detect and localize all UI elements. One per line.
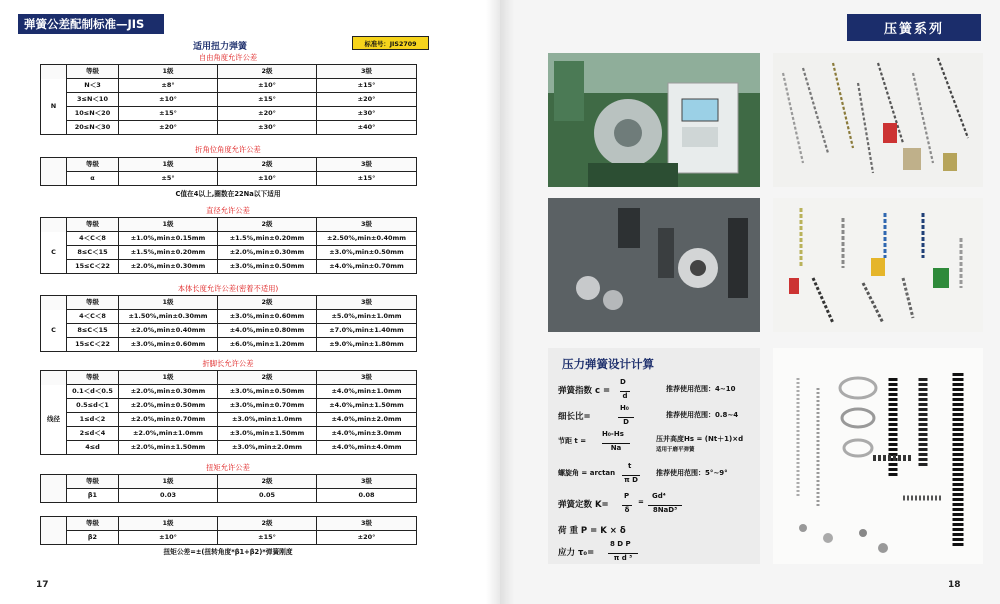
table-header-cell [41,218,67,232]
table-header-cell: 2级 [218,158,317,172]
torsion-spring-subtitle: 适用扭力弹簧 [192,42,247,52]
table-row [41,121,417,135]
table-header-cell: 3级 [317,371,417,385]
helix-range: 推荐使用范围：5°~9° [656,469,728,477]
spring-index-num: D [620,378,626,386]
table-cell: ±20° [317,531,417,545]
table-cell: ±2.50%,min±0.40mm [317,232,417,246]
table-header-row [41,517,417,531]
load-formula: 荷 重 P = K × δ [558,526,626,536]
table-cell: ±30° [218,121,317,135]
table-row [41,172,417,186]
table-header-cell: 2级 [218,371,317,385]
table-row [41,399,417,413]
table-cell: ±10° [218,79,317,93]
table-cell: β2 [67,531,119,545]
table-cell: ±3.0%,min±1.0mm [218,413,317,427]
table-header-cell: 等级 [67,158,119,172]
diameter-caption: 直径允许公差 [206,206,250,215]
pitch-num: H₀-Hs [602,430,624,438]
table-cell: 4＜C＜8 [67,310,119,324]
body-length-table [40,295,417,352]
table-cell: ±15° [317,79,417,93]
leg-length-caption: 折脚长允许公差 [202,359,254,368]
pitch-label: 节距 t = [558,437,587,445]
table-header-cell: 3级 [317,517,417,531]
table-cell: 0.08 [317,489,417,503]
torque-beta2-table [40,516,417,545]
table-cell: ±2.0%,min±0.30mm [119,385,218,399]
table-cell: ±3.0%,min±2.0mm [218,441,317,455]
leg-angle-caption: 折角位角度允许公差 [195,145,261,154]
stress-den: π d ³ [608,553,638,562]
table-cell: ±1.0%,min±0.15mm [119,232,218,246]
left-page-title: 弹簧公差配制标准—JIS [18,14,164,34]
leg-length-table [40,370,417,455]
torque-caption: 扭矩允许公差 [206,463,250,472]
coiling-tooling-photo [548,198,760,332]
table-cell: ±4.0%,min±3.0mm [317,427,417,441]
table-header-cell: 3级 [317,65,417,79]
table-cell: 0.05 [218,489,317,503]
table-row [41,310,417,324]
table-header-cell: 1级 [119,158,218,172]
table-cell: ±3.0%,min±0.70mm [218,399,317,413]
table-header-cell: 2级 [218,517,317,531]
table-header-cell: 3级 [317,475,417,489]
table-row [41,489,417,503]
table-row [41,93,417,107]
table-cell: ±4.0%,min±0.80mm [218,324,317,338]
compression-springs-photo [773,53,983,187]
table-cell: ±5° [119,172,218,186]
table-cell: ±20° [317,93,417,107]
table-header-cell: 1级 [119,517,218,531]
table-row [41,413,417,427]
spring-rate-den1: δ [622,505,632,514]
free-angle-caption: 自由角度允许公差 [198,53,258,62]
table-cell: ±15° [119,107,218,121]
solid-height-formula: 压并高度Hs = (Nt＋1)×d [656,435,744,443]
table-cell: ±6.0%,min±1.20mm [218,338,317,352]
spring-rate-num2: Gd⁴ [652,492,666,500]
slenderness-label: 细长比= [558,412,591,422]
spring-rate-den2: 8NaD³ [648,505,682,514]
table-header-cell [41,475,67,503]
table-cell: ±15° [218,531,317,545]
table-cell: ±4.0%,min±2.0mm [317,413,417,427]
table-cell: ±15° [218,93,317,107]
table-header-row [41,296,417,310]
table-cell: ±10° [119,93,218,107]
table-cell: 3≤N＜10 [67,93,119,107]
table-cell: 0.1＜d＜0.5 [67,385,119,399]
slenderness-range: 推荐使用范围：0.8~4 [666,411,739,419]
table-header-cell: 1级 [119,371,218,385]
torque-formula-note: 扭矩公差=±(扭转角度*β1+β2)*弹簧刚度 [163,548,293,556]
table-header-cell [41,65,67,79]
table-header-cell: 等级 [67,371,119,385]
table-cell: ±1.50%,min±0.30mm [119,310,218,324]
slenderness-num: H₀ [620,404,629,412]
table-cell: 0.5≤d＜1 [67,399,119,413]
table-header-row [41,371,417,385]
table-header-cell [41,517,67,545]
table-header-cell [41,158,67,186]
table-cell: ±30° [317,107,417,121]
leg-angle-table [40,157,417,186]
table-header-row [41,475,417,489]
table-group-cell: C [41,310,67,352]
table-cell: ±2.0%,min±0.30mm [218,246,317,260]
pitch-den: Na [602,443,630,452]
table-cell: ±2.0%,min±0.50mm [119,399,218,413]
table-header-cell: 1级 [119,218,218,232]
table-row [41,246,417,260]
table-header-cell: 等级 [67,218,119,232]
solid-height-note: 适用于磨平弹簧 [656,447,695,453]
equals-sign: = [638,498,644,506]
slenderness-den: D [618,417,634,426]
die-springs-photo [773,198,983,332]
table-header-cell: 2级 [218,296,317,310]
table-header-cell [41,296,67,310]
torque-beta1-table [40,474,417,503]
table-cell: ±3.0%,min±0.60mm [218,310,317,324]
table-cell: ±3.0%,min±1.50mm [218,427,317,441]
table-cell: ±2.0%,min±0.70mm [119,413,218,427]
table-cell: ±1.5%,min±0.20mm [218,232,317,246]
table-row [41,260,417,274]
table-cell: N＜3 [67,79,119,93]
spring-index-range: 推荐使用范围：4~10 [666,385,736,393]
page-number-right: 18 [948,580,961,590]
table-header-cell: 1级 [119,475,218,489]
standard-number-badge: 标准号：JIS2709 [352,36,429,50]
table-header-cell [41,371,67,385]
helix-den: π D [622,475,640,484]
table-cell: ±3.0%,min±0.50mm [218,260,317,274]
table-cell: 15≤C＜22 [67,260,119,274]
table-cell: 1≤d＜2 [67,413,119,427]
stress-num: 8 D P [610,540,631,548]
table-row [41,107,417,121]
table-row [41,441,417,455]
table-cell: ±2.0%,min±1.50mm [119,441,218,455]
table-header-cell: 等级 [67,517,119,531]
table-header-cell: 3级 [317,296,417,310]
table-header-cell: 2级 [218,475,317,489]
table-group-cell: N [41,79,67,135]
table-header-cell: 2级 [218,65,317,79]
table-cell: 8≤C＜15 [67,324,119,338]
table-cell: 0.03 [119,489,218,503]
table-cell: 10≤N＜20 [67,107,119,121]
table-cell: ±4.0%,min±1.0mm [317,385,417,399]
table-row [41,385,417,399]
leg-angle-note: C值在4以上,圈数在22Na以下适用 [175,190,281,198]
table-cell: 2≤d＜4 [67,427,119,441]
table-row [41,427,417,441]
table-cell: ±15° [317,172,417,186]
table-cell: ±4.0%,min±0.70mm [317,260,417,274]
table-header-row [41,218,417,232]
table-cell: ±3.0%,min±0.50mm [317,246,417,260]
table-cell: ±1.5%,min±0.20mm [119,246,218,260]
table-cell: ±4.0%,min±4.0mm [317,441,417,455]
table-header-cell: 3级 [317,158,417,172]
table-group-cell: C [41,232,67,274]
table-header-row [41,65,417,79]
table-cell: ±4.0%,min±1.50mm [317,399,417,413]
table-header-cell: 等级 [67,296,119,310]
spring-index-den: d [620,391,630,400]
table-cell: ±5.0%,min±1.0mm [317,310,417,324]
spring-assortment-photo [773,348,983,564]
table-cell: ±2.0%,min±0.30mm [119,260,218,274]
table-cell: ±7.0%,min±1.40mm [317,324,417,338]
table-cell: ±2.0%,min±1.0mm [119,427,218,441]
table-cell: 4＜C＜8 [67,232,119,246]
helix-num: t [628,462,632,470]
table-cell: α [67,172,119,186]
table-row [41,531,417,545]
table-cell: ±40° [317,121,417,135]
table-cell: ±2.0%,min±0.40mm [119,324,218,338]
table-cell: ±10° [218,172,317,186]
stress-label: 应力 τ₀= [558,548,595,558]
table-header-cell: 1级 [119,296,218,310]
free-angle-table [40,64,417,135]
table-cell: ±20° [218,107,317,121]
diameter-table [40,217,417,274]
coiling-machine-photo [548,53,760,187]
table-header-cell: 1级 [119,65,218,79]
table-header-cell: 3级 [317,218,417,232]
table-group-cell: 线径 [41,385,67,455]
table-cell: ±20° [119,121,218,135]
body-length-caption: 本体长度允许公差(密着不适用) [177,284,279,293]
helix-label: 螺旋角 = arctan [558,469,616,477]
table-row [41,232,417,246]
spring-rate-label: 弹簧定数 K= [558,500,609,510]
page-number-left: 17 [36,580,49,590]
table-cell: 20≤N＜30 [67,121,119,135]
table-row [41,324,417,338]
table-row [41,79,417,93]
table-cell: ±9.0%,min±1.80mm [317,338,417,352]
spring-index-label: 弹簧指数 c = [558,386,611,396]
table-cell: ±3.0%,min±0.50mm [218,385,317,399]
table-header-cell: 2级 [218,218,317,232]
table-cell: 15≤C＜22 [67,338,119,352]
table-cell: 4≤d [67,441,119,455]
table-cell: ±3.0%,min±0.60mm [119,338,218,352]
calc-title: 压力弹簧设计计算 [562,357,654,371]
table-cell: β1 [67,489,119,503]
spring-design-calc-panel [548,348,760,564]
table-row [41,338,417,352]
table-cell: ±8° [119,79,218,93]
spring-rate-num1: P [624,492,630,500]
table-cell: ±10° [119,531,218,545]
table-header-cell: 等级 [67,65,119,79]
right-page-title: 压簧系列 [847,14,981,41]
table-cell: 8≤C＜15 [67,246,119,260]
table-header-cell: 等级 [67,475,119,489]
table-header-row [41,158,417,172]
